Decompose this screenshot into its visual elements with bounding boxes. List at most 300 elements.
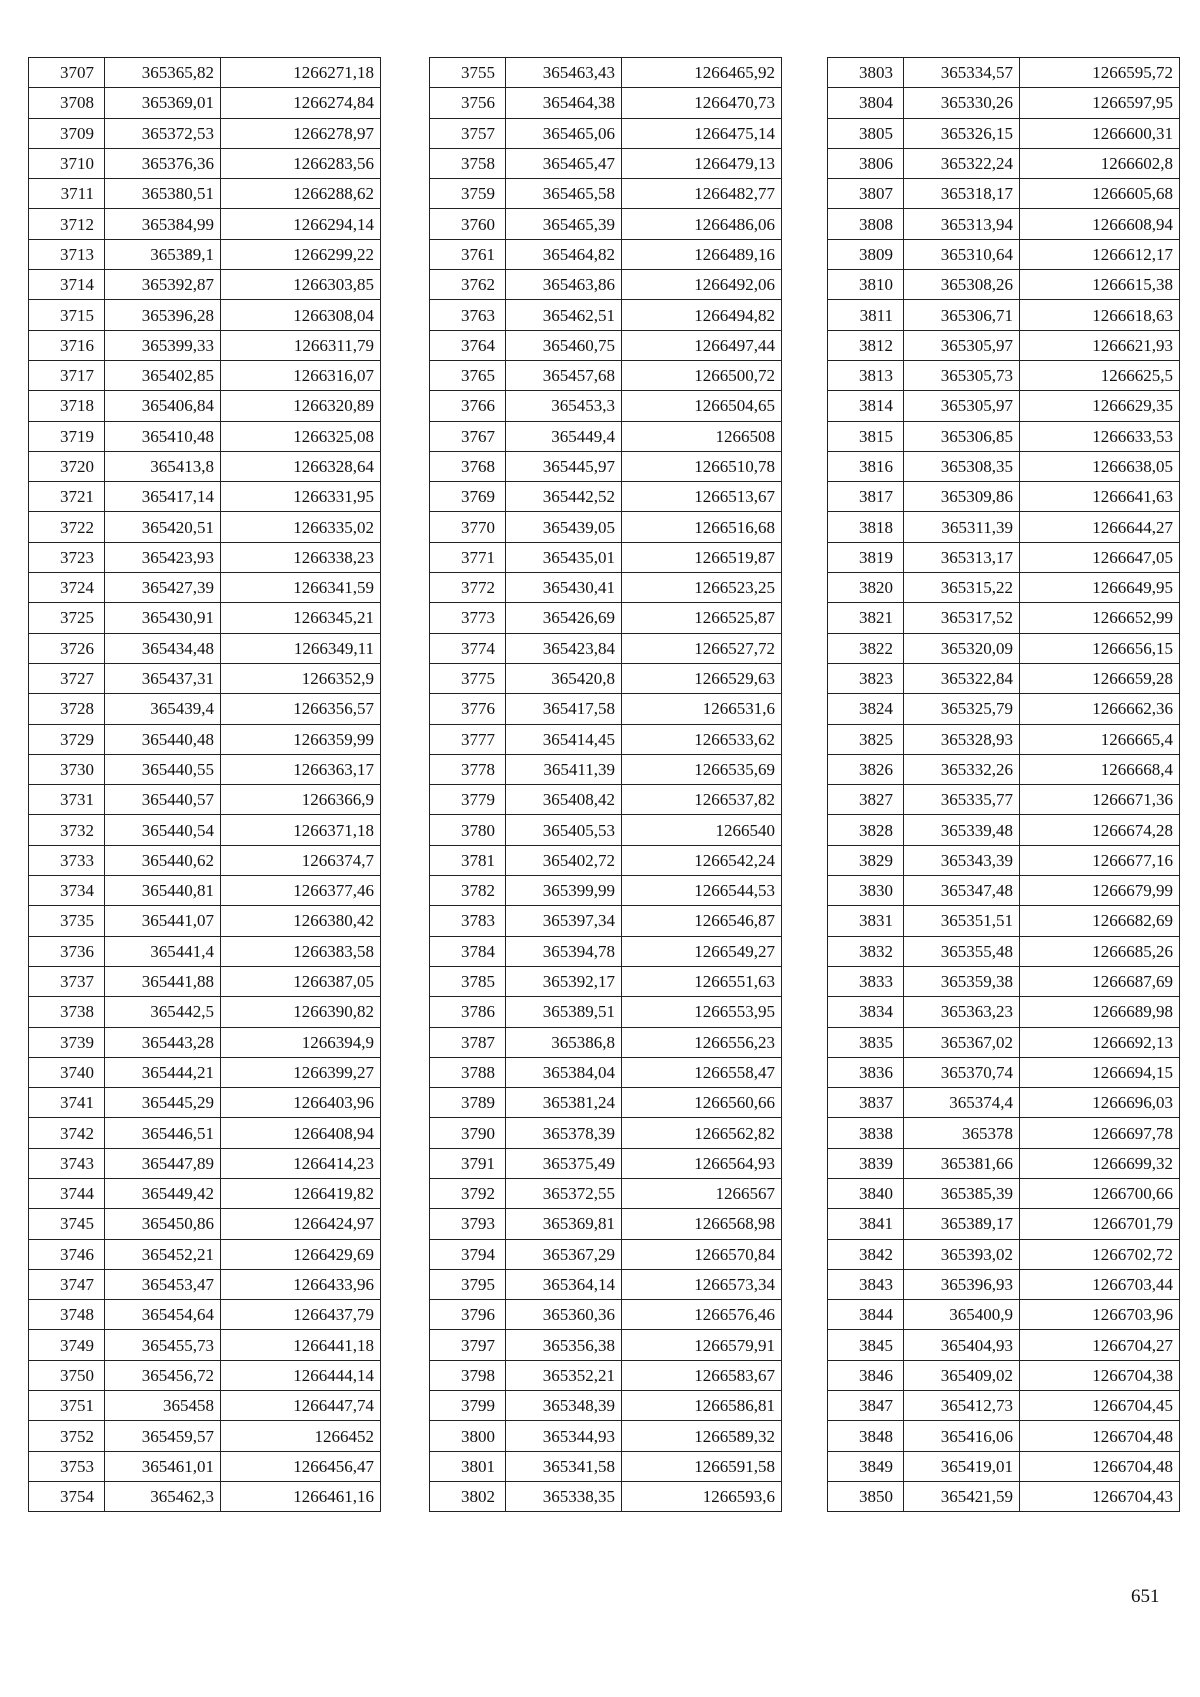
x-coordinate-cell: 365402,85 xyxy=(105,360,221,390)
y-coordinate-cell: 1266533,62 xyxy=(622,724,782,754)
y-coordinate-cell: 1266704,45 xyxy=(1020,1391,1180,1421)
y-coordinate-cell: 1266444,14 xyxy=(221,1360,381,1390)
x-coordinate-cell: 365420,8 xyxy=(506,663,622,693)
y-coordinate-cell: 1266546,87 xyxy=(622,906,782,936)
y-coordinate-cell: 1266702,72 xyxy=(1020,1239,1180,1269)
point-number-cell: 3832 xyxy=(828,936,904,966)
table-row xyxy=(828,633,1180,663)
table-row xyxy=(430,1481,782,1511)
table-row xyxy=(430,1269,782,1299)
y-coordinate-cell: 1266390,82 xyxy=(221,997,381,1027)
x-coordinate-cell: 365405,53 xyxy=(506,815,622,845)
y-coordinate-cell: 1266508 xyxy=(622,421,782,451)
table-row xyxy=(430,58,782,88)
point-number-cell: 3790 xyxy=(430,1118,506,1148)
point-number-cell: 3776 xyxy=(430,694,506,724)
x-coordinate-cell: 365465,06 xyxy=(506,118,622,148)
y-coordinate-cell: 1266328,64 xyxy=(221,451,381,481)
table-row xyxy=(29,451,381,481)
table-row xyxy=(29,1148,381,1178)
point-number-cell: 3812 xyxy=(828,330,904,360)
table-row xyxy=(29,785,381,815)
y-coordinate-cell: 1266500,72 xyxy=(622,360,782,390)
point-number-cell: 3721 xyxy=(29,482,105,512)
table-row xyxy=(430,1239,782,1269)
table-row xyxy=(29,1330,381,1360)
table-row xyxy=(828,603,1180,633)
table-row xyxy=(828,754,1180,784)
point-number-cell: 3751 xyxy=(29,1391,105,1421)
y-coordinate-cell: 1266352,9 xyxy=(221,663,381,693)
point-number-cell: 3708 xyxy=(29,88,105,118)
point-number-cell: 3826 xyxy=(828,754,904,784)
table-row xyxy=(29,1118,381,1148)
x-coordinate-cell: 365332,26 xyxy=(904,754,1020,784)
x-coordinate-cell: 365328,93 xyxy=(904,724,1020,754)
table-row xyxy=(828,542,1180,572)
table-row xyxy=(828,1148,1180,1178)
point-number-cell: 3800 xyxy=(430,1421,506,1451)
y-coordinate-cell: 1266689,98 xyxy=(1020,997,1180,1027)
y-coordinate-cell: 1266638,05 xyxy=(1020,451,1180,481)
y-coordinate-cell: 1266387,05 xyxy=(221,966,381,996)
y-coordinate-cell: 1266556,23 xyxy=(622,1027,782,1057)
table-row xyxy=(430,785,782,815)
y-coordinate-cell: 1266527,72 xyxy=(622,633,782,663)
point-number-cell: 3837 xyxy=(828,1088,904,1118)
table-row xyxy=(828,209,1180,239)
x-coordinate-cell: 365423,93 xyxy=(105,542,221,572)
x-coordinate-cell: 365384,99 xyxy=(105,209,221,239)
table-row xyxy=(29,270,381,300)
x-coordinate-cell: 365381,66 xyxy=(904,1148,1020,1178)
table-row xyxy=(430,360,782,390)
x-coordinate-cell: 365453,47 xyxy=(105,1269,221,1299)
table-row xyxy=(828,573,1180,603)
point-number-cell: 3807 xyxy=(828,179,904,209)
x-coordinate-cell: 365412,73 xyxy=(904,1391,1020,1421)
point-number-cell: 3815 xyxy=(828,421,904,451)
y-coordinate-cell: 1266338,23 xyxy=(221,542,381,572)
table-row xyxy=(29,239,381,269)
point-number-cell: 3813 xyxy=(828,360,904,390)
y-coordinate-cell: 1266529,63 xyxy=(622,663,782,693)
x-coordinate-cell: 365394,78 xyxy=(506,936,622,966)
y-coordinate-cell: 1266696,03 xyxy=(1020,1088,1180,1118)
point-number-cell: 3811 xyxy=(828,300,904,330)
y-coordinate-cell: 1266294,14 xyxy=(221,209,381,239)
y-coordinate-cell: 1266591,58 xyxy=(622,1451,782,1481)
point-number-cell: 3741 xyxy=(29,1088,105,1118)
table-row xyxy=(828,694,1180,724)
y-coordinate-cell: 1266278,97 xyxy=(221,118,381,148)
x-coordinate-cell: 365413,8 xyxy=(105,451,221,481)
point-number-cell: 3756 xyxy=(430,88,506,118)
y-coordinate-cell: 1266516,68 xyxy=(622,512,782,542)
table-row xyxy=(29,1057,381,1087)
x-coordinate-cell: 365421,59 xyxy=(904,1481,1020,1511)
y-coordinate-cell: 1266612,17 xyxy=(1020,239,1180,269)
point-number-cell: 3712 xyxy=(29,209,105,239)
y-coordinate-cell: 1266341,59 xyxy=(221,573,381,603)
y-coordinate-cell: 1266424,97 xyxy=(221,1209,381,1239)
table-row xyxy=(828,88,1180,118)
point-number-cell: 3715 xyxy=(29,300,105,330)
x-coordinate-cell: 365318,17 xyxy=(904,179,1020,209)
y-coordinate-cell: 1266644,27 xyxy=(1020,512,1180,542)
x-coordinate-cell: 365389,17 xyxy=(904,1209,1020,1239)
table-row xyxy=(430,876,782,906)
x-coordinate-cell: 365341,58 xyxy=(506,1451,622,1481)
x-coordinate-cell: 365308,35 xyxy=(904,451,1020,481)
point-number-cell: 3836 xyxy=(828,1057,904,1087)
x-coordinate-cell: 365356,38 xyxy=(506,1330,622,1360)
point-number-cell: 3846 xyxy=(828,1360,904,1390)
x-coordinate-cell: 365439,05 xyxy=(506,512,622,542)
point-number-cell: 3814 xyxy=(828,391,904,421)
point-number-cell: 3758 xyxy=(430,148,506,178)
x-coordinate-cell: 365426,69 xyxy=(506,603,622,633)
table-row xyxy=(430,724,782,754)
x-coordinate-cell: 365385,39 xyxy=(904,1178,1020,1208)
y-coordinate-cell: 1266371,18 xyxy=(221,815,381,845)
x-coordinate-cell: 365360,36 xyxy=(506,1300,622,1330)
point-number-cell: 3785 xyxy=(430,966,506,996)
table-row xyxy=(430,1330,782,1360)
point-number-cell: 3744 xyxy=(29,1178,105,1208)
point-number-cell: 3802 xyxy=(430,1481,506,1511)
table-row xyxy=(828,58,1180,88)
x-coordinate-cell: 365364,14 xyxy=(506,1269,622,1299)
y-coordinate-cell: 1266274,84 xyxy=(221,88,381,118)
point-number-cell: 3806 xyxy=(828,148,904,178)
table-row xyxy=(828,876,1180,906)
x-coordinate-cell: 365393,02 xyxy=(904,1239,1020,1269)
point-number-cell: 3782 xyxy=(430,876,506,906)
y-coordinate-cell: 1266349,11 xyxy=(221,633,381,663)
point-number-cell: 3839 xyxy=(828,1148,904,1178)
y-coordinate-cell: 1266308,04 xyxy=(221,300,381,330)
x-coordinate-cell: 365386,8 xyxy=(506,1027,622,1057)
point-number-cell: 3770 xyxy=(430,512,506,542)
x-coordinate-cell: 365344,93 xyxy=(506,1421,622,1451)
x-coordinate-cell: 365465,58 xyxy=(506,179,622,209)
point-number-cell: 3723 xyxy=(29,542,105,572)
x-coordinate-cell: 365465,47 xyxy=(506,148,622,178)
y-coordinate-cell: 1266602,8 xyxy=(1020,148,1180,178)
table-row xyxy=(430,542,782,572)
y-coordinate-cell: 1266535,69 xyxy=(622,754,782,784)
table-row xyxy=(430,179,782,209)
x-coordinate-cell: 365351,51 xyxy=(904,906,1020,936)
x-coordinate-cell: 365450,86 xyxy=(105,1209,221,1239)
y-coordinate-cell: 1266586,81 xyxy=(622,1391,782,1421)
table-row xyxy=(828,785,1180,815)
point-number-cell: 3801 xyxy=(430,1451,506,1481)
table-row xyxy=(29,118,381,148)
table-row xyxy=(29,1027,381,1057)
y-coordinate-cell: 1266433,96 xyxy=(221,1269,381,1299)
point-number-cell: 3788 xyxy=(430,1057,506,1087)
x-coordinate-cell: 365445,97 xyxy=(506,451,622,481)
point-number-cell: 3760 xyxy=(430,209,506,239)
y-coordinate-cell: 1266316,07 xyxy=(221,360,381,390)
y-coordinate-cell: 1266618,63 xyxy=(1020,300,1180,330)
y-coordinate-cell: 1266345,21 xyxy=(221,603,381,633)
table-row xyxy=(828,1451,1180,1481)
point-number-cell: 3841 xyxy=(828,1209,904,1239)
point-number-cell: 3787 xyxy=(430,1027,506,1057)
point-number-cell: 3786 xyxy=(430,997,506,1027)
y-coordinate-cell: 1266513,67 xyxy=(622,482,782,512)
point-number-cell: 3749 xyxy=(29,1330,105,1360)
x-coordinate-cell: 365306,85 xyxy=(904,421,1020,451)
table-row xyxy=(828,1391,1180,1421)
x-coordinate-cell: 365457,68 xyxy=(506,360,622,390)
x-coordinate-cell: 365440,55 xyxy=(105,754,221,784)
x-coordinate-cell: 365338,35 xyxy=(506,1481,622,1511)
y-coordinate-cell: 1266704,43 xyxy=(1020,1481,1180,1511)
x-coordinate-cell: 365347,48 xyxy=(904,876,1020,906)
x-coordinate-cell: 365453,3 xyxy=(506,391,622,421)
y-coordinate-cell: 1266475,14 xyxy=(622,118,782,148)
x-coordinate-cell: 365399,99 xyxy=(506,876,622,906)
x-coordinate-cell: 365380,51 xyxy=(105,179,221,209)
x-coordinate-cell: 365400,9 xyxy=(904,1300,1020,1330)
point-number-cell: 3797 xyxy=(430,1330,506,1360)
point-number-cell: 3750 xyxy=(29,1360,105,1390)
table-row xyxy=(430,148,782,178)
y-coordinate-cell: 1266537,82 xyxy=(622,785,782,815)
y-coordinate-cell: 1266570,84 xyxy=(622,1239,782,1269)
x-coordinate-cell: 365396,93 xyxy=(904,1269,1020,1299)
x-coordinate-cell: 365440,81 xyxy=(105,876,221,906)
table-row xyxy=(828,936,1180,966)
y-coordinate-cell: 1266704,38 xyxy=(1020,1360,1180,1390)
y-coordinate-cell: 1266568,98 xyxy=(622,1209,782,1239)
y-coordinate-cell: 1266593,6 xyxy=(622,1481,782,1511)
x-coordinate-cell: 365419,01 xyxy=(904,1451,1020,1481)
x-coordinate-cell: 365439,4 xyxy=(105,694,221,724)
table-row xyxy=(430,754,782,784)
y-coordinate-cell: 1266703,44 xyxy=(1020,1269,1180,1299)
table-row xyxy=(828,1057,1180,1087)
x-coordinate-cell: 365365,82 xyxy=(105,58,221,88)
point-number-cell: 3739 xyxy=(29,1027,105,1057)
x-coordinate-cell: 365339,48 xyxy=(904,815,1020,845)
table-row xyxy=(29,512,381,542)
point-number-cell: 3719 xyxy=(29,421,105,451)
x-coordinate-cell: 365441,88 xyxy=(105,966,221,996)
point-number-cell: 3828 xyxy=(828,815,904,845)
table-row xyxy=(430,1209,782,1239)
point-number-cell: 3763 xyxy=(430,300,506,330)
point-number-cell: 3843 xyxy=(828,1269,904,1299)
point-number-cell: 3844 xyxy=(828,1300,904,1330)
table-row xyxy=(828,1421,1180,1451)
point-number-cell: 3842 xyxy=(828,1239,904,1269)
point-number-cell: 3766 xyxy=(430,391,506,421)
y-coordinate-cell: 1266704,48 xyxy=(1020,1451,1180,1481)
table-row xyxy=(430,482,782,512)
table-row xyxy=(29,754,381,784)
y-coordinate-cell: 1266494,82 xyxy=(622,300,782,330)
point-number-cell: 3746 xyxy=(29,1239,105,1269)
y-coordinate-cell: 1266403,96 xyxy=(221,1088,381,1118)
table-row xyxy=(29,1481,381,1511)
y-coordinate-cell: 1266700,66 xyxy=(1020,1178,1180,1208)
y-coordinate-cell: 1266497,44 xyxy=(622,330,782,360)
x-coordinate-cell: 365330,26 xyxy=(904,88,1020,118)
x-coordinate-cell: 365462,3 xyxy=(105,1481,221,1511)
y-coordinate-cell: 1266674,28 xyxy=(1020,815,1180,845)
point-number-cell: 3774 xyxy=(430,633,506,663)
x-coordinate-cell: 365305,73 xyxy=(904,360,1020,390)
y-coordinate-cell: 1266551,63 xyxy=(622,966,782,996)
y-coordinate-cell: 1266366,9 xyxy=(221,785,381,815)
x-coordinate-cell: 365372,55 xyxy=(506,1178,622,1208)
y-coordinate-cell: 1266461,16 xyxy=(221,1481,381,1511)
x-coordinate-cell: 365462,51 xyxy=(506,300,622,330)
point-number-cell: 3720 xyxy=(29,451,105,481)
x-coordinate-cell: 365430,41 xyxy=(506,573,622,603)
point-number-cell: 3780 xyxy=(430,815,506,845)
point-number-cell: 3810 xyxy=(828,270,904,300)
y-coordinate-cell: 1266523,25 xyxy=(622,573,782,603)
point-number-cell: 3833 xyxy=(828,966,904,996)
y-coordinate-cell: 1266544,53 xyxy=(622,876,782,906)
y-coordinate-cell: 1266456,47 xyxy=(221,1451,381,1481)
x-coordinate-cell: 365363,23 xyxy=(904,997,1020,1027)
x-coordinate-cell: 365455,73 xyxy=(105,1330,221,1360)
x-coordinate-cell: 365449,4 xyxy=(506,421,622,451)
x-coordinate-cell: 365322,84 xyxy=(904,663,1020,693)
point-number-cell: 3748 xyxy=(29,1300,105,1330)
x-coordinate-cell: 365399,33 xyxy=(105,330,221,360)
table-row xyxy=(430,1088,782,1118)
point-number-cell: 3731 xyxy=(29,785,105,815)
point-number-cell: 3724 xyxy=(29,573,105,603)
table-row xyxy=(29,633,381,663)
table-row xyxy=(29,360,381,390)
table-row xyxy=(29,845,381,875)
table-row xyxy=(828,451,1180,481)
x-coordinate-cell: 365411,39 xyxy=(506,754,622,784)
table-row xyxy=(430,906,782,936)
y-coordinate-cell: 1266652,99 xyxy=(1020,603,1180,633)
point-number-cell: 3819 xyxy=(828,542,904,572)
point-number-cell: 3725 xyxy=(29,603,105,633)
x-coordinate-cell: 365404,93 xyxy=(904,1330,1020,1360)
x-coordinate-cell: 365369,81 xyxy=(506,1209,622,1239)
point-number-cell: 3775 xyxy=(430,663,506,693)
table-row xyxy=(828,966,1180,996)
x-coordinate-cell: 365442,5 xyxy=(105,997,221,1027)
coordinates-table-3 xyxy=(827,57,1180,1512)
y-coordinate-cell: 1266271,18 xyxy=(221,58,381,88)
x-coordinate-cell: 365313,17 xyxy=(904,542,1020,572)
point-number-cell: 3796 xyxy=(430,1300,506,1330)
point-number-cell: 3803 xyxy=(828,58,904,88)
table-row xyxy=(828,906,1180,936)
table-row xyxy=(29,421,381,451)
point-number-cell: 3829 xyxy=(828,845,904,875)
point-number-cell: 3840 xyxy=(828,1178,904,1208)
x-coordinate-cell: 365441,4 xyxy=(105,936,221,966)
point-number-cell: 3735 xyxy=(29,906,105,936)
x-coordinate-cell: 365389,51 xyxy=(506,997,622,1027)
y-coordinate-cell: 1266380,42 xyxy=(221,906,381,936)
x-coordinate-cell: 365437,31 xyxy=(105,663,221,693)
x-coordinate-cell: 365463,86 xyxy=(506,270,622,300)
y-coordinate-cell: 1266414,23 xyxy=(221,1148,381,1178)
point-number-cell: 3754 xyxy=(29,1481,105,1511)
x-coordinate-cell: 365378 xyxy=(904,1118,1020,1148)
y-coordinate-cell: 1266447,74 xyxy=(221,1391,381,1421)
x-coordinate-cell: 365376,36 xyxy=(105,148,221,178)
table-row xyxy=(828,1360,1180,1390)
y-coordinate-cell: 1266486,06 xyxy=(622,209,782,239)
table-row xyxy=(430,391,782,421)
y-coordinate-cell: 1266479,13 xyxy=(622,148,782,178)
y-coordinate-cell: 1266283,56 xyxy=(221,148,381,178)
x-coordinate-cell: 365444,21 xyxy=(105,1057,221,1087)
table-row xyxy=(828,663,1180,693)
point-number-cell: 3718 xyxy=(29,391,105,421)
y-coordinate-cell: 1266531,6 xyxy=(622,694,782,724)
y-coordinate-cell: 1266656,15 xyxy=(1020,633,1180,663)
x-coordinate-cell: 365335,77 xyxy=(904,785,1020,815)
point-number-cell: 3850 xyxy=(828,1481,904,1511)
y-coordinate-cell: 1266489,16 xyxy=(622,239,782,269)
table-row xyxy=(29,573,381,603)
y-coordinate-cell: 1266704,48 xyxy=(1020,1421,1180,1451)
point-number-cell: 3734 xyxy=(29,876,105,906)
table-row xyxy=(430,997,782,1027)
point-number-cell: 3709 xyxy=(29,118,105,148)
table-row xyxy=(430,270,782,300)
x-coordinate-cell: 365440,48 xyxy=(105,724,221,754)
y-coordinate-cell: 1266394,9 xyxy=(221,1027,381,1057)
y-coordinate-cell: 1266687,69 xyxy=(1020,966,1180,996)
table-row xyxy=(430,1027,782,1057)
y-coordinate-cell: 1266621,93 xyxy=(1020,330,1180,360)
table-row xyxy=(828,330,1180,360)
table-row xyxy=(828,270,1180,300)
table-row xyxy=(430,88,782,118)
table-row xyxy=(828,1330,1180,1360)
y-coordinate-cell: 1266671,36 xyxy=(1020,785,1180,815)
table-row xyxy=(430,118,782,148)
table-row xyxy=(29,148,381,178)
table-row xyxy=(430,633,782,663)
x-coordinate-cell: 365409,02 xyxy=(904,1360,1020,1390)
x-coordinate-cell: 365441,07 xyxy=(105,906,221,936)
x-coordinate-cell: 365464,38 xyxy=(506,88,622,118)
x-coordinate-cell: 365355,48 xyxy=(904,936,1020,966)
y-coordinate-cell: 1266374,7 xyxy=(221,845,381,875)
y-coordinate-cell: 1266677,16 xyxy=(1020,845,1180,875)
point-number-cell: 3825 xyxy=(828,724,904,754)
x-coordinate-cell: 365309,86 xyxy=(904,482,1020,512)
point-number-cell: 3732 xyxy=(29,815,105,845)
table-row xyxy=(828,482,1180,512)
point-number-cell: 3781 xyxy=(430,845,506,875)
table-row xyxy=(29,482,381,512)
table-row xyxy=(29,1300,381,1330)
table-row xyxy=(430,1057,782,1087)
y-coordinate-cell: 1266682,69 xyxy=(1020,906,1180,936)
